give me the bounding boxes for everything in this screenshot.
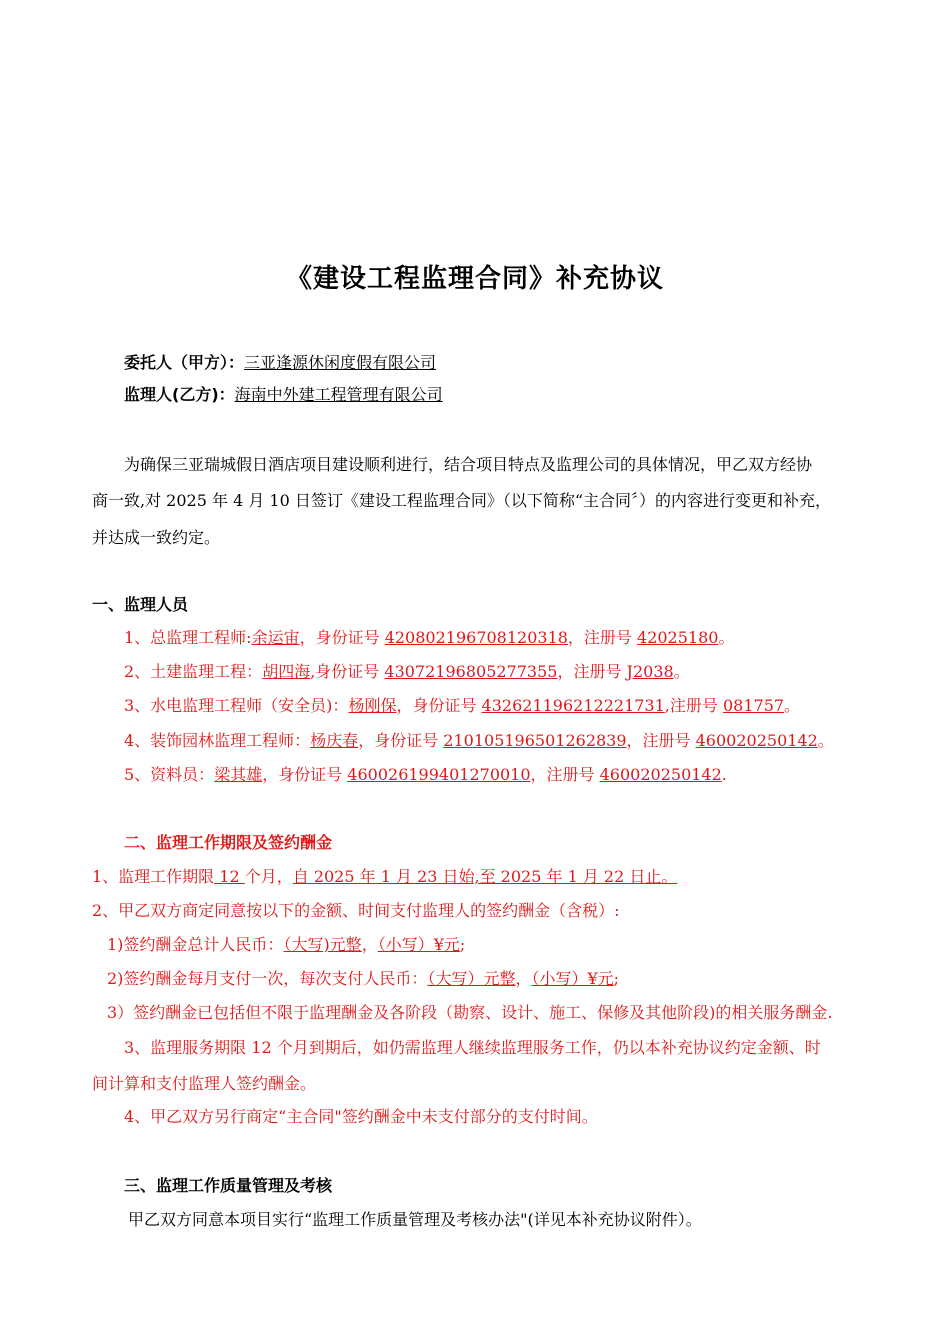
term-label: 1、监理工作期限 bbox=[92, 867, 215, 886]
reg-label: ，注册号 bbox=[530, 765, 600, 784]
section-2-heading: 二、监理工作期限及签约酬金 bbox=[124, 833, 333, 852]
document-title: 《建设工程监理合同》补充协议 bbox=[285, 264, 664, 294]
line-end: ; bbox=[613, 969, 620, 988]
staff-role: 2、土建监理工程： bbox=[124, 662, 263, 681]
intro-line-1: 为确保三亚瑞城假日酒店项目建设顺利进行，结合项目特点及监理公司的具体情况，甲乙双方经协 bbox=[124, 455, 813, 474]
intro-line-3: 并达成一致约定。 bbox=[92, 528, 221, 547]
client-party-line bbox=[124, 353, 436, 373]
staff-item bbox=[124, 696, 800, 716]
staff-name: 余运宙 bbox=[251, 628, 300, 647]
staff-item bbox=[124, 628, 734, 648]
staff-role: 4、装饰园林监理工程师： bbox=[124, 731, 311, 750]
id-label: ，身份证号 bbox=[396, 696, 482, 715]
fee-intro-line: 2、甲乙双方商定同意按以下的金额、时间支付监理人的签约酬金（含税）: bbox=[92, 901, 620, 920]
term-dates: 自 2025 年 1 月 23 日始,至 2025 年 1 月 22 日止。 bbox=[292, 867, 678, 886]
staff-item bbox=[124, 662, 690, 682]
staff-role: 5、资料员： bbox=[124, 765, 215, 784]
reg-number: 42025180 bbox=[637, 628, 719, 647]
staff-role: 3、水电监理工程师（安全员)： bbox=[124, 696, 349, 715]
separator: ， bbox=[361, 935, 378, 954]
fee-monthly-figure: （小写）¥元 bbox=[531, 969, 614, 988]
fee-monthly-line bbox=[107, 969, 619, 989]
reg-number: 460020250142 bbox=[695, 731, 818, 750]
id-label: ，身份证号 bbox=[358, 731, 444, 750]
id-number: 43072196805277355 bbox=[384, 662, 558, 681]
staff-item bbox=[124, 765, 727, 785]
fee-total-capital: （大写)元整 bbox=[283, 935, 362, 954]
id-label: ，身份证号 bbox=[262, 765, 348, 784]
line-end: 。 bbox=[718, 628, 735, 647]
line-end: . bbox=[721, 765, 727, 784]
fee-monthly-label: 2)签约酬金每月支付一次，每次支付人民币： bbox=[107, 969, 428, 988]
reg-label: ,注册号 bbox=[664, 696, 723, 715]
fee-total-line bbox=[107, 935, 465, 955]
staff-name: 梁其雄 bbox=[214, 765, 263, 784]
staff-item bbox=[124, 731, 834, 751]
reg-label: ，注册号 bbox=[626, 731, 696, 750]
staff-name: 杨刚保 bbox=[348, 696, 397, 715]
fee-scope-line: 3）签约酬金已包括但不限于监理酬金及各阶段（勘察、设计、施工、保修及其他阶段)的相关服务酬金. bbox=[107, 1003, 833, 1022]
supervisor-name: 海南中外建工程管理有限公司 bbox=[234, 385, 443, 404]
reg-label: ，注册号 bbox=[557, 662, 627, 681]
renewal-line-2: 间计算和支付监理人签约酬金。 bbox=[92, 1074, 317, 1093]
id-number: 432621196212221731 bbox=[481, 696, 665, 715]
intro-line-2: 商一致,对 2025 年 4 月 10 日签订《建设工程监理合同》（以下简称“主合同〞）的内容进行变更和补充， bbox=[92, 491, 832, 510]
id-number: 460026199401270010 bbox=[347, 765, 531, 784]
line-end: 。 bbox=[817, 731, 834, 750]
staff-name: 胡四海 bbox=[262, 662, 311, 681]
line-end: 。 bbox=[673, 662, 690, 681]
id-label: ,身份证号 bbox=[310, 662, 385, 681]
reg-label: ，注册号 bbox=[567, 628, 638, 647]
supervisor-label: 监理人(乙方)： bbox=[124, 385, 235, 404]
client-label: 委托人（甲方）： bbox=[124, 353, 245, 372]
section-3-text: 甲乙双方同意本项目实行“监理工作质量管理及考核办法"(详见本补充协议附件）。 bbox=[128, 1210, 702, 1229]
id-number: 210105196501262839 bbox=[443, 731, 627, 750]
term-unit: 个月， bbox=[244, 867, 293, 886]
term-months: 12 bbox=[214, 867, 245, 886]
client-name: 三亚逢源休闲度假有限公司 bbox=[244, 353, 437, 372]
reg-number: 081757 bbox=[722, 696, 785, 715]
term-line bbox=[92, 867, 677, 887]
reg-number: 460020250142 bbox=[599, 765, 722, 784]
fee-total-figure: （小写）¥元 bbox=[377, 935, 460, 954]
fee-total-label: 1)签约酬金总计人民币： bbox=[107, 935, 284, 954]
id-number: 420802196708120318 bbox=[384, 628, 568, 647]
staff-role: 1、总监理工程师: bbox=[124, 628, 252, 647]
line-end: ; bbox=[459, 935, 466, 954]
unpaid-line: 4、甲乙双方另行商定“主合同"签约酬金中未支付部分的支付时间。 bbox=[124, 1107, 598, 1126]
id-label: ，身份证号 bbox=[299, 628, 385, 647]
reg-number: J2038 bbox=[626, 662, 674, 681]
line-end: 。 bbox=[784, 696, 801, 715]
staff-name: 杨庆春 bbox=[310, 731, 359, 750]
section-3-heading: 三、监理工作质量管理及考核 bbox=[124, 1176, 333, 1195]
separator: ， bbox=[515, 969, 532, 988]
fee-monthly-capital: （大写）元整 bbox=[427, 969, 516, 988]
supervisor-party-line bbox=[124, 385, 443, 405]
section-1-heading: 一、监理人员 bbox=[92, 595, 189, 614]
renewal-line-1: 3、监理服务期限 12 个月到期后，如仍需监理人继续监理服务工作，仍以本补充协议约定金额、时 bbox=[124, 1038, 821, 1057]
